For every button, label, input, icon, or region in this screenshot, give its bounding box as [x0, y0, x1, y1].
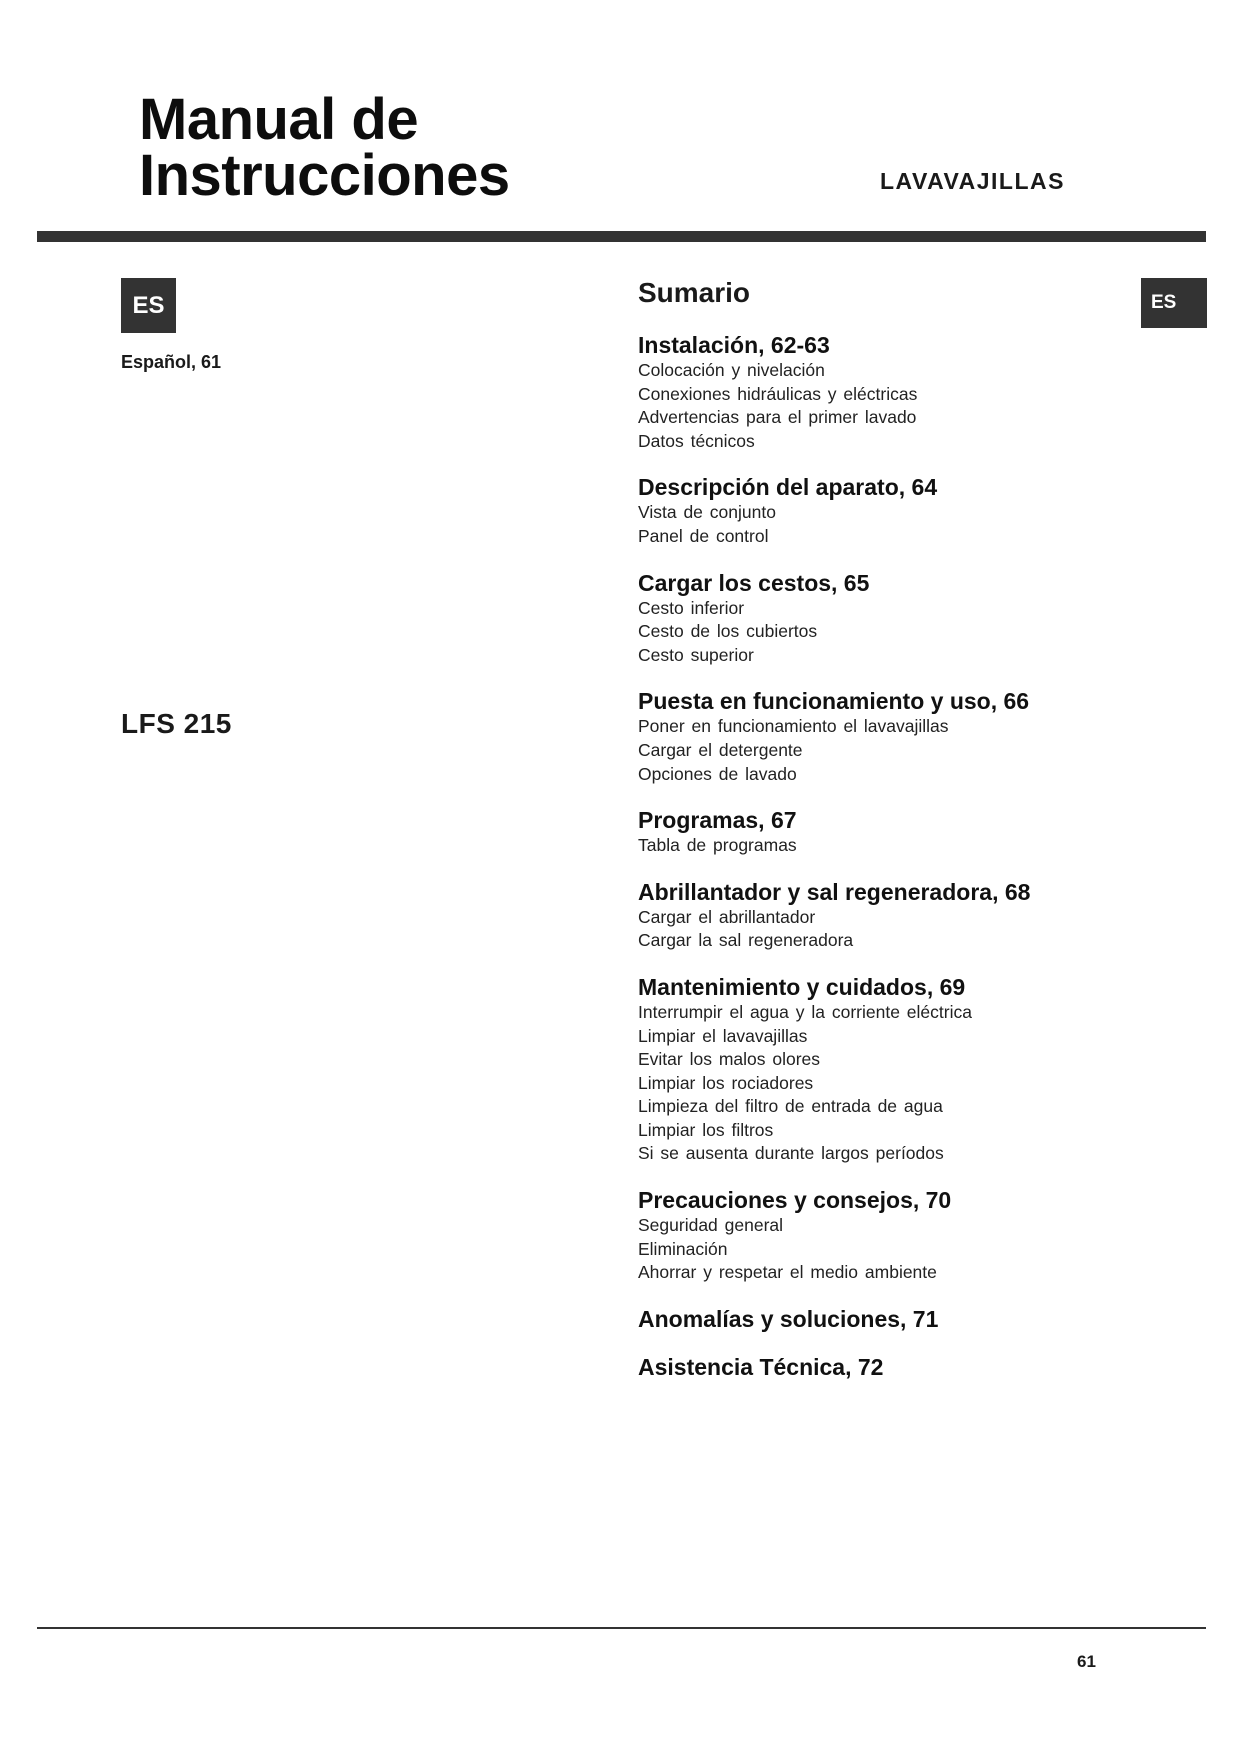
- toc-item: Datos técnicos: [638, 430, 755, 451]
- toc-item: Panel de control: [638, 525, 769, 546]
- document-title: [139, 87, 510, 208]
- toc-section: [638, 973, 1118, 1166]
- language-label: Español, 61: [121, 352, 222, 372]
- toc-section: [638, 687, 1118, 786]
- toc-section-title: Programas, 67: [638, 807, 797, 834]
- toc-item: Advertencias para el primer lavado: [638, 407, 917, 428]
- toc-section-title: Puesta en funcionamiento y uso, 66: [638, 688, 1030, 715]
- toc-item: Cargar el detergente: [638, 739, 803, 760]
- toc-item: Limpiar el lavavajillas: [638, 1025, 808, 1046]
- toc-section-title: Instalación, 62-63: [638, 332, 830, 358]
- toc-section-title: Cargar los cestos, 65: [638, 569, 870, 596]
- toc-item: Limpieza del filtro de entrada de agua: [638, 1096, 943, 1117]
- title-line-2: Instrucciones: [139, 143, 510, 208]
- toc-section-title: Anomalías y soluciones, 71: [638, 1305, 939, 1332]
- product-type: LAVAVAJILLAS: [880, 168, 1065, 194]
- toc-item: Limpiar los rociadores: [638, 1072, 814, 1093]
- toc-item: Cesto de los cubiertos: [638, 621, 818, 642]
- toc-sections: [638, 331, 1118, 1381]
- toc-item: Vista de conjunto: [638, 502, 776, 523]
- toc-section: [638, 1186, 1118, 1285]
- toc-item: Cargar la sal regeneradora: [638, 930, 854, 951]
- page-number: 61: [1077, 1652, 1096, 1671]
- toc-heading: Sumario: [638, 277, 751, 308]
- toc-item: Conexiones hidráulicas y eléctricas: [638, 383, 918, 404]
- toc-item: Colocación y nivelación: [638, 360, 825, 380]
- toc-item: Interrumpir el agua y la corriente eléctrica: [638, 1001, 972, 1022]
- toc-item: Cesto inferior: [638, 597, 745, 618]
- toc-section: [638, 1353, 1118, 1381]
- toc-item: Ahorrar y respetar el medio ambiente: [638, 1262, 937, 1283]
- title-line-1: Manual de: [139, 87, 419, 152]
- toc-item: Tabla de programas: [638, 835, 797, 856]
- language-badge: ES: [121, 278, 176, 333]
- toc-item: Cesto superior: [638, 644, 754, 665]
- language-tab: ES: [1141, 278, 1207, 328]
- toc-item: Si se ausenta durante largos períodos: [638, 1143, 944, 1164]
- top-divider: [37, 231, 1206, 242]
- toc-section: [638, 331, 1118, 453]
- toc-item: Opciones de lavado: [638, 763, 797, 784]
- toc-section-title: Abrillantador y sal regeneradora, 68: [638, 878, 1031, 905]
- toc-section-title: Asistencia Técnica, 72: [638, 1353, 884, 1380]
- toc-section-title: Descripción del aparato, 64: [638, 474, 938, 501]
- bottom-divider: [37, 1627, 1206, 1629]
- toc-item: Seguridad general: [638, 1215, 784, 1236]
- model-number: LFS 215: [121, 708, 232, 739]
- toc-section-title: Precauciones y consejos, 70: [638, 1187, 952, 1214]
- toc-item: Poner en funcionamiento el lavavajillas: [638, 716, 949, 737]
- toc-section: [638, 473, 1118, 548]
- table-of-contents: [638, 275, 1118, 1401]
- toc-item: Cargar el abrillantador: [638, 906, 816, 927]
- toc-section-title: Mantenimiento y cuidados, 69: [638, 973, 966, 1000]
- toc-section: [638, 1305, 1118, 1333]
- toc-section: [638, 878, 1118, 953]
- toc-section: [638, 569, 1118, 668]
- toc-item: Evitar los malos olores: [638, 1049, 821, 1070]
- toc-section: [638, 806, 1118, 858]
- toc-item: Eliminación: [638, 1238, 728, 1259]
- toc-item: Limpiar los filtros: [638, 1119, 774, 1140]
